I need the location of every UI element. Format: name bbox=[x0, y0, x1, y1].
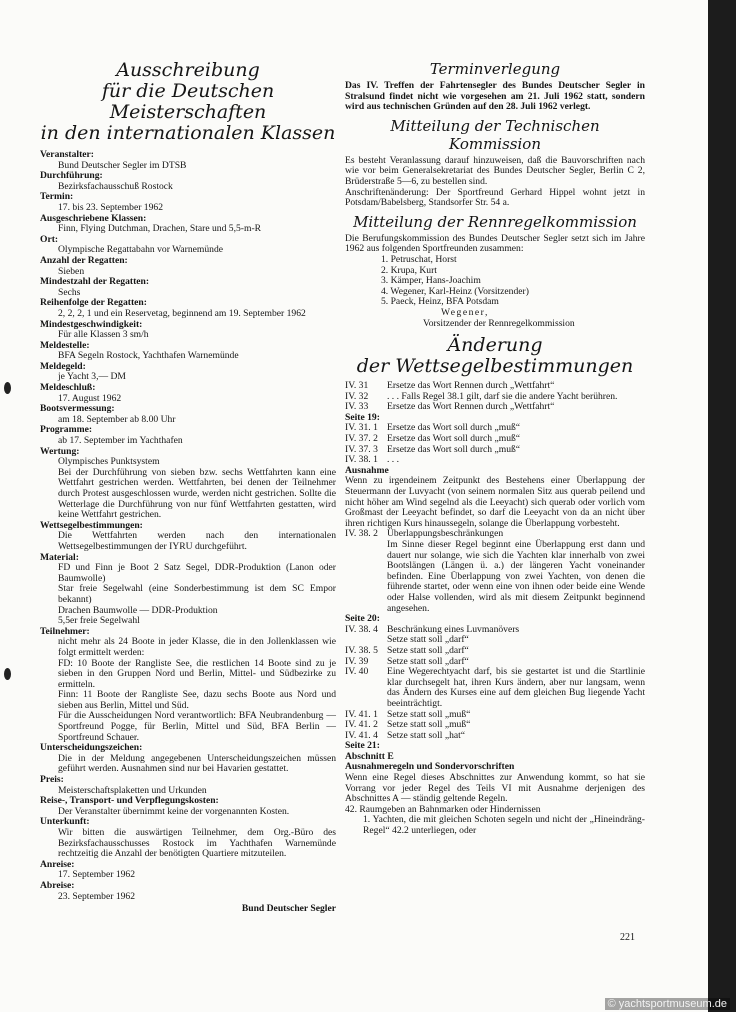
section-text: Der Veranstalter übernimmt keine der vorgenannten Kosten. bbox=[58, 805, 290, 817]
announcement-section bbox=[40, 235, 336, 256]
tk-text-address: Anschriftenänderung: Der Sportfreund Gerhard Hippel wohnt jetzt in Potsdam/Babelsberg, Standsorfer Str. 54 a. bbox=[345, 186, 645, 209]
section-text: FD und Finn je Boot 2 Satz Segel, DDR-Produktion (Lanon oder Baumwolle) bbox=[58, 562, 336, 584]
announcement-section bbox=[40, 341, 336, 362]
section-label: Reihenfolge der Regatten: bbox=[40, 297, 147, 309]
announcement-section bbox=[40, 256, 336, 277]
right-column bbox=[345, 60, 645, 837]
section-label: Unterkunft: bbox=[40, 816, 90, 828]
rules-list-a bbox=[345, 381, 645, 413]
section-text: FD: 10 Boote der Rangliste See, die restlichen 14 Boote sind zu je sieben in den Gruppen Nord und Berlin, Mittel- und Südbezirke zu ermitteln. bbox=[58, 657, 336, 690]
rule-number: IV. 37. 2 bbox=[345, 433, 378, 445]
left-column bbox=[40, 60, 336, 915]
rule-number: IV. 41. 1 bbox=[345, 708, 378, 720]
section-label: Meldeschluß: bbox=[40, 382, 96, 394]
page-number: 221 bbox=[620, 932, 635, 943]
section-text: 17. August 1962 bbox=[58, 392, 122, 404]
announcement-section bbox=[40, 362, 336, 383]
rule-row bbox=[345, 402, 645, 413]
section-text: Olympisches Punktsystem bbox=[58, 456, 160, 468]
announcement-section bbox=[40, 150, 336, 171]
ausnahmeregeln-text: Wenn eine Regel dieses Abschnittes zur Anwendung kommt, so hat sie Vorrang vor jeder Regel des Teils VI mit Ausnahme derjenigen des Abschnittes A — ständig geltende Regeln. bbox=[345, 772, 645, 805]
rk-member: 3. Kämper, Hans-Joachim bbox=[381, 275, 481, 287]
rule-text: Eine Wegerechtyacht darf, bis sie gestartet ist und die Startlinie klar durchsegelt hat, ihren Kurs ändern, aber nur langsam, wenn das Ändern des Kurses eine auf dem gleichen Bug liegende Yacht beeinträchtigt. bbox=[387, 666, 645, 709]
announcement-section bbox=[40, 796, 336, 817]
rule-38-2-text: Im Sinne dieser Regel beginnt eine Überlappung erst dann und dauert nur solange, wie sich die Yachten klar innerhalb von zwei Bootslängen (Längen ü. a.) der längeren Yacht voneinander befinden. Eine Überlappung von zwei Yachten, von denen die führende startet, oder wenn eine von ihnen oder beide eine Wende oder Halse vollenden, wird als mit diesem Zeitpunkt beginnend angesehen. bbox=[387, 539, 645, 614]
ausnahmeregeln-title: Ausnahmeregeln und Sondervorschriften bbox=[345, 761, 515, 773]
section-text: Finn, Flying Dutchman, Drachen, Stare und 5,5-m-R bbox=[58, 223, 262, 235]
rule-number: IV. 31 bbox=[345, 380, 369, 392]
binding-hole bbox=[4, 668, 11, 680]
rule-number: IV. 40 bbox=[345, 666, 369, 678]
rule-number: IV. 38. 1 bbox=[345, 454, 378, 466]
rule-number: IV. 39 bbox=[345, 655, 369, 667]
section-label: Ort: bbox=[40, 233, 59, 245]
seite-20-label: Seite 20: bbox=[345, 613, 380, 625]
seite-19-label: Seite 19: bbox=[345, 411, 380, 423]
section-label: Wettsegelbestimmungen: bbox=[40, 519, 143, 531]
section-label: Durchführung: bbox=[40, 170, 103, 182]
announcement-section bbox=[40, 447, 336, 521]
rule-number: IV. 38. 2 bbox=[345, 528, 378, 540]
rk-member: 1. Petruschat, Horst bbox=[381, 253, 457, 265]
rule-row bbox=[345, 646, 645, 657]
section-text: Sieben bbox=[58, 265, 85, 277]
rule-text: Setze statt soll „hat“ bbox=[387, 729, 466, 741]
section-label: Termin: bbox=[40, 191, 74, 203]
section-text: 23. September 1962 bbox=[58, 890, 136, 902]
rule-number: IV. 37. 3 bbox=[345, 443, 378, 455]
rule-number: IV. 32 bbox=[345, 390, 369, 402]
rk-text: Die Berufungskommission des Bundes Deutscher Segler setzt sich im Jahre 1962 aus folgenden Sportfreunden zusammen: bbox=[345, 232, 645, 255]
announcement-title-line-1: Ausschreibung bbox=[116, 59, 260, 81]
tk-title: Mitteilung der Technischen Kommission bbox=[390, 116, 600, 153]
book-spine bbox=[708, 0, 736, 1012]
section-label: Anzahl der Regatten: bbox=[40, 254, 128, 266]
section-label: Mindestzahl der Regatten: bbox=[40, 276, 150, 288]
section-label: Material: bbox=[40, 551, 79, 563]
section-text: Finn: 11 Boote der Rangliste See, dazu sechs Boote aus Nord und sieben aus Berlin, Mittel und Süd. bbox=[58, 689, 336, 711]
section-label: Reise-, Transport- und Verpflegungskosten: bbox=[40, 795, 219, 807]
rule-42: 42. Raumgeben an Bahnmarken oder Hindernissen bbox=[345, 803, 541, 815]
section-text: BFA Segeln Rostock, Yachthafen Warnemünde bbox=[58, 350, 239, 362]
section-label: Wertung: bbox=[40, 445, 80, 457]
section-label: Preis: bbox=[40, 774, 64, 786]
section-text: Star freie Segelwahl (eine Sonderbestimmung ist dem SC Empor bekannt) bbox=[58, 583, 336, 605]
section-text: Für alle Klassen 3 sm/h bbox=[58, 329, 149, 341]
section-text: Sechs bbox=[58, 286, 81, 298]
section-text: Die Wettfahrten werden nach den internationalen Wettsegelbestimmungen der IYRU durchgeführt. bbox=[58, 530, 336, 552]
section-label: Meldegeld: bbox=[40, 360, 86, 372]
announcement-section bbox=[40, 743, 336, 775]
section-text: 17. September 1962 bbox=[58, 869, 136, 881]
section-text: je Yacht 3,— DM bbox=[58, 371, 126, 383]
rule-number: IV. 31. 1 bbox=[345, 422, 378, 434]
announcement-section bbox=[40, 214, 336, 235]
rule-row bbox=[345, 667, 645, 709]
rule-text: Setze statt soll „darf“ bbox=[387, 655, 469, 667]
rule-text: Setze statt soll „darf“ bbox=[387, 634, 469, 646]
rule-text: Beschränkung eines Luvmanövers bbox=[387, 623, 520, 635]
announcement-title-line-3: in den internationalen Klassen bbox=[40, 122, 336, 144]
section-label: Abreise: bbox=[40, 879, 75, 891]
announcement-section bbox=[40, 404, 336, 425]
section-text: 17. bis 23. September 1962 bbox=[58, 201, 163, 213]
announcement-section bbox=[40, 775, 336, 796]
section-text: Olympische Regattabahn vor Warnemünde bbox=[58, 244, 224, 256]
section-text: Meisterschaftsplaketten und Urkunden bbox=[58, 784, 207, 796]
announcement-section bbox=[40, 553, 336, 627]
section-text: Bund Deutscher Segler im DTSB bbox=[58, 159, 187, 171]
section-label: Ausgeschriebene Klassen: bbox=[40, 212, 147, 224]
section-label: Teilnehmer: bbox=[40, 625, 90, 637]
ausnahme-text: Wenn zu irgendeinem Zeitpunkt des Bestehens einer Überlappung der Steuermann der Luvyacht (von seinem normalen Sitz aus querab peilend und nicht höher am Wind segelnd als die Leeyacht) sich querab oder vorlich vom Großmast der Leeyacht befindet, so darf die Leeyacht von da an nicht über ihren richtigen Kurs hinaussegeln, solange die Überlappung vorbesteht. bbox=[345, 475, 645, 529]
terminverlegung-title: Terminverlegung bbox=[429, 60, 561, 78]
announcement-section bbox=[40, 817, 336, 859]
rule-text: . . . Falls Regel 38.1 gilt, darf sie die andere Yacht berühren. bbox=[387, 390, 618, 402]
rk-title: Mitteilung der Rennregelkommission bbox=[353, 212, 637, 231]
rk-member: 5. Paeck, Heinz, BFA Potsdam bbox=[381, 296, 499, 308]
rule-text: Ersetze das Wort soll durch „muß“ bbox=[387, 433, 521, 445]
rule-title: Überlappungsbeschränkungen bbox=[387, 528, 504, 540]
aenderung-title-line-1: Änderung bbox=[447, 334, 543, 357]
rule-number: IV. 41. 2 bbox=[345, 719, 378, 731]
announcement-section bbox=[40, 277, 336, 298]
rk-member: 2. Krupa, Kurt bbox=[381, 264, 437, 276]
rule-number: IV. 41. 4 bbox=[345, 729, 378, 741]
rule-text: Ersetze das Wort Rennen durch „Wettfahrt“ bbox=[387, 401, 555, 413]
section-label: Bootsvermessung: bbox=[40, 403, 115, 415]
rule-row bbox=[345, 455, 645, 466]
ausnahme-label: Ausnahme bbox=[345, 464, 389, 476]
section-label: Veranstalter: bbox=[40, 149, 94, 160]
seite-21-label: Seite 21: bbox=[345, 740, 380, 752]
announcement-title-line-2: für die Deutschen Meisterschaften bbox=[101, 80, 275, 123]
announcement-sections bbox=[40, 150, 336, 902]
section-text: Die in der Meldung angegebenen Unterscheidungszeichen müssen geführt werden. Ausnahmen sind nur bei Havarien gestattet. bbox=[58, 752, 336, 775]
announcement-section bbox=[40, 860, 336, 881]
rule-number: IV. 38. 4 bbox=[345, 623, 378, 635]
section-text: Wir bitten die auswärtigen Teilnehmer, dem Org.-Büro des Bezirksfachausschusses Rostock im Yachthafen Warnemünde rechtzeitig die Anzahl der benötigten Quartiere mitzuteilen. bbox=[58, 827, 336, 860]
announcement-section bbox=[40, 383, 336, 404]
announcement-section bbox=[40, 320, 336, 341]
rules-list-c bbox=[345, 625, 645, 742]
rule-text: Ersetze das Wort soll durch „muß“ bbox=[387, 422, 521, 434]
announcement-section bbox=[40, 521, 336, 553]
rule-text: Setze statt soll „muß“ bbox=[387, 719, 471, 731]
section-text: am 18. September ab 8.00 Uhr bbox=[58, 413, 176, 425]
section-text: Bei der Durchführung von sieben bzw. sechs Wettfahrten kann eine Wettfahrt gestrichen werden. Wettfahrten, bei denen der Teilnehmer durch Protest ausgeschlossen wurde, werden nicht gestrichen. Sollte die Wetterlage die Durchführung von nur fünf Wettfahrten gestatten, wird keine Wettfahrt gestrichen. bbox=[58, 466, 336, 521]
aenderung-title-line-2: der Wettsegelbestimmungen bbox=[356, 355, 634, 378]
rk-sign-role: Vorsitzender der Rennregelkommission bbox=[423, 317, 575, 329]
rule-text: Ersetze das Wort Rennen durch „Wettfahrt“ bbox=[387, 380, 555, 392]
announcement-section bbox=[40, 627, 336, 744]
rule-text: Ersetze das Wort soll durch „muß“ bbox=[387, 443, 521, 455]
section-label: Unterscheidungszeichen: bbox=[40, 742, 143, 754]
announcement-signature: Bund Deutscher Segler bbox=[241, 903, 336, 915]
rk-sign-name: Wegener, bbox=[441, 306, 489, 318]
rule-number: IV. 33 bbox=[345, 401, 369, 413]
section-text: Für die Ausscheidungen Nord verantwortlich: BFA Neubrandenburg — Sportfreund Pogge, für Berlin, Mittel und Süd, BFA Berlin — Sportfreund Schauer. bbox=[58, 710, 336, 743]
section-text: ab 17. September im Yachthafen bbox=[58, 435, 183, 447]
section-label: Anreise: bbox=[40, 858, 75, 870]
section-text: nicht mehr als 24 Boote in jeder Klasse, die in den Jollenklassen wie folgt ermittelt werden: bbox=[58, 636, 336, 658]
rk-member-list bbox=[345, 255, 645, 308]
rule-text: Setze statt soll „darf“ bbox=[387, 644, 469, 656]
announcement-section bbox=[40, 171, 336, 192]
announcement-section bbox=[40, 881, 336, 902]
watermark: © yachtsportmuseum.de bbox=[605, 998, 730, 1010]
abschnitt-e: Abschnitt E bbox=[345, 750, 394, 762]
rule-42-1: 1. Yachten, die mit gleichen Schoten segeln und nicht der „Hineindräng-Regel“ 42.2 unterliegen, oder bbox=[363, 814, 645, 837]
section-label: Mindestgeschwindigkeit: bbox=[40, 318, 143, 330]
announcement-section bbox=[40, 425, 336, 446]
section-label: Programme: bbox=[40, 424, 93, 436]
binding-hole bbox=[4, 382, 11, 394]
rule-number: IV. 38. 5 bbox=[345, 644, 378, 656]
rk-member: 4. Wegener, Karl-Heinz (Vorsitzender) bbox=[381, 285, 529, 297]
section-text: 2, 2, 2, 1 und ein Reservetag, beginnend am 19. September 1962 bbox=[58, 307, 306, 319]
rules-list-b bbox=[345, 423, 645, 465]
rule-text: . . . bbox=[387, 454, 399, 466]
rule-row bbox=[345, 731, 645, 742]
rule-text: Setze statt soll „muß“ bbox=[387, 708, 471, 720]
tk-text: Es besteht Veranlassung darauf hinzuweisen, daß die Bauvorschriften nach wie vor beim Generalsekretariat des Bundes Deutscher Segler, Berlin C 2, Brüderstraße 5—6, zu bestellen sind. bbox=[345, 154, 645, 187]
terminverlegung-text: Das IV. Treffen der Fahrtensegler des Bundes Deutscher Segler in Stralsund findet nicht wie vorgesehen am 21. Juli 1962 statt, sondern wird aus technischen Gründen auf den 28. Juli 1962 verlegt. bbox=[345, 80, 645, 113]
section-text: Bezirksfachausschuß Rostock bbox=[58, 180, 173, 192]
announcement-section bbox=[40, 192, 336, 213]
section-text: Drachen Baumwolle — DDR-Produktion bbox=[58, 604, 218, 616]
announcement-section bbox=[40, 298, 336, 319]
section-text: 5,5er freie Segelwahl bbox=[58, 615, 140, 627]
section-label: Meldestelle: bbox=[40, 339, 90, 351]
